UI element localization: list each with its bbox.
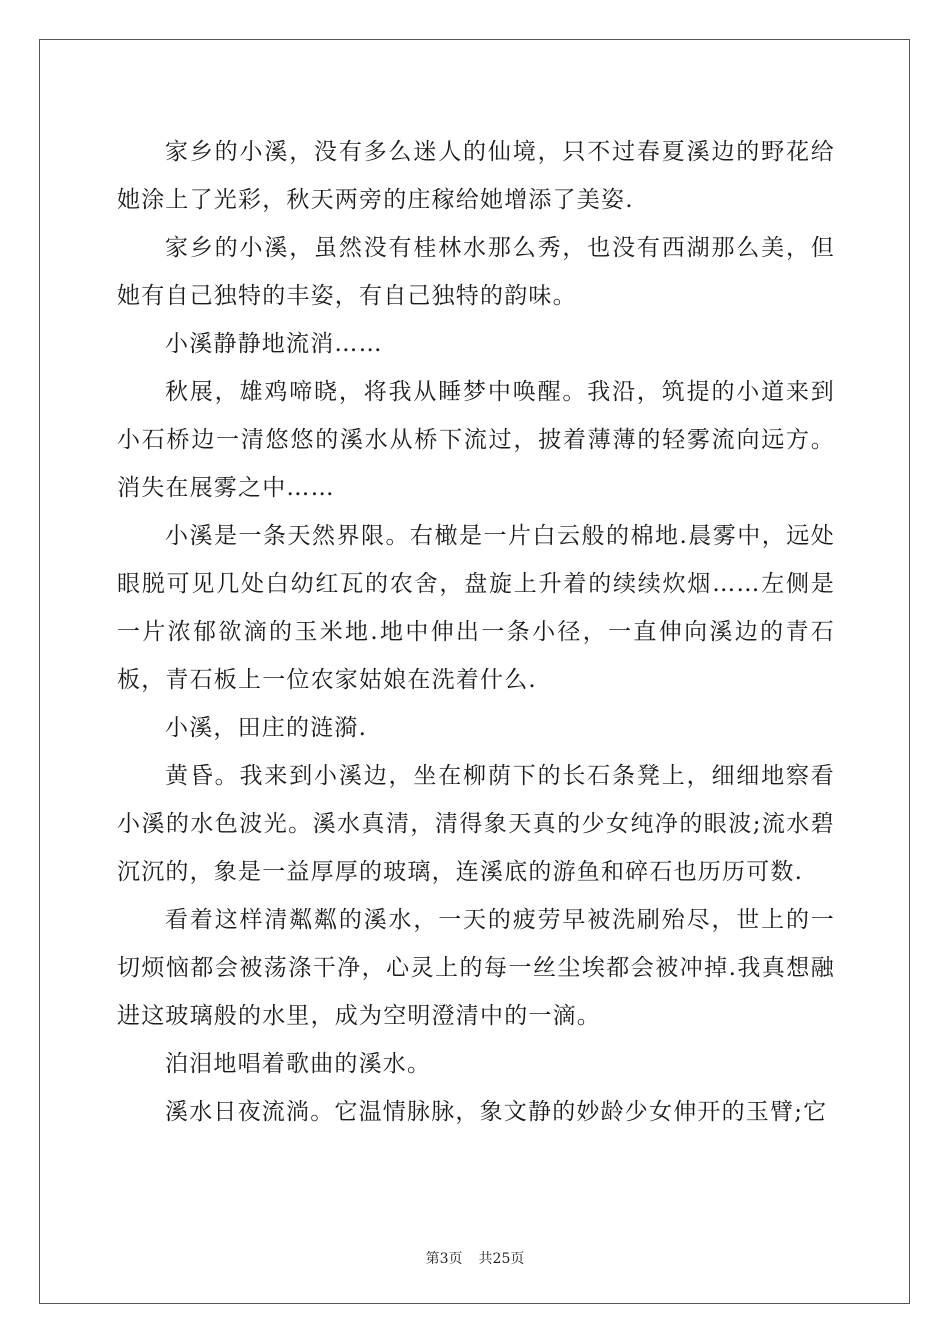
- paragraph: 小溪静静地流消……: [165, 331, 383, 357]
- paragraph: 家乡的小溪，没有多么迷人的仙境，只不过春夏溪边的野花给她涂上了光彩，秋天两旁的庄稼给她增添了美姿.: [117, 139, 835, 213]
- page-footer: [0, 1248, 950, 1268]
- paragraph: 泊泪地唱着歌曲的溪水。: [165, 1051, 432, 1077]
- document-body: [117, 128, 835, 1136]
- paragraph: 秋展，雄鸡啼晓，将我从睡梦中唤醒。我沿，筑提的小道来到小石桥边一清悠悠的溪水从桥下流过，披着薄薄的轻雾流向远方。消失在展雾之中……: [117, 379, 835, 501]
- total-page-count: 共25页: [478, 1251, 525, 1267]
- paragraph: 小溪是一条天然界限。右橄是一片白云般的棉地.晨雾中，远处眼脱可见几处白幼红瓦的农舍，盘旋上升着的续续炊烟……左侧是一片浓郁欲滴的玉米地.地中伸出一条小径，一直伸向溪边的青石板，青石板上一位农家姑娘在洗着什么.: [117, 523, 835, 693]
- paragraph: 小溪，田庄的涟漪.: [165, 715, 368, 741]
- paragraph: 黄昏。我来到小溪边，坐在柳荫下的长石条凳上，细细地察看小溪的水色波光。溪水真清，清得象天真的少女纯净的眼波;流水碧沉沉的，象是一益厚厚的玻璃，连溪底的游鱼和碎石也历历可数.: [117, 763, 835, 885]
- current-page-number: 第3页: [425, 1251, 463, 1267]
- paragraph: 家乡的小溪，虽然没有桂林水那么秀，也没有西湖那么美，但她有自己独特的丰姿，有自己独特的韵味。: [117, 235, 835, 309]
- paragraph: 看着这样清粼粼的溪水，一天的疲劳早被洗刷殆尽，世上的一切烦恼都会被荡涤干净，心灵上的每一丝尘埃都会被冲掉.我真想融进这玻璃般的水里，成为空明澄清中的一滴。: [117, 907, 835, 1029]
- paragraph: 溪水日夜流淌。它温情脉脉，象文静的妙龄少女伸开的玉臂;它: [165, 1099, 828, 1125]
